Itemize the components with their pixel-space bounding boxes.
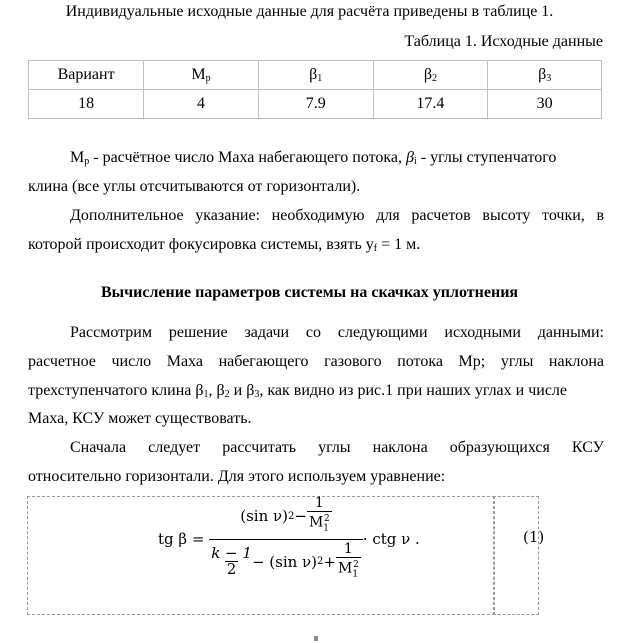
header-beta1: $\beta_1$ xyxy=(258,61,373,90)
cell-beta1: 7.9 xyxy=(258,90,373,119)
table-row xyxy=(29,90,602,119)
header-variant: Вариант xyxy=(29,61,144,90)
formula-lhs: tg β = xyxy=(158,530,205,548)
input-data-table xyxy=(28,60,602,119)
cell-beta3: 30 xyxy=(488,90,602,119)
table-caption: Таблица 1. Исходные данные xyxy=(404,33,603,50)
formula-number: (1) xyxy=(523,528,545,546)
paragraph-additional-note-line2: которой происходит фокусировка системы, взять $y_f = 1$ м. xyxy=(28,236,421,254)
page-number-fragment xyxy=(314,636,318,641)
formula-number-cell xyxy=(493,496,539,615)
cell-variant: 18 xyxy=(29,90,144,119)
paragraph-problem: Рассмотрим решение задачи со следующими исходными данными: xyxy=(70,324,604,341)
cell-beta2: 17.4 xyxy=(373,90,488,119)
header-beta2: $\beta_2$ xyxy=(373,61,488,90)
paragraph-mach-definition-line2: клина (все углы отсчитываются от горизонтали). xyxy=(28,178,361,195)
paragraph-problem-line3: трехступенчатого клина $\beta_1$, $\beta_2$ и $\beta_3$, как видно из рис.1 при наших углах и числе xyxy=(28,382,568,400)
formula-main-fraction: (sin ν) 2 − $\frac{1}{M_1^2}$ $\frac{k - 1}{2}$ − (sin ν) 2 + $\frac{1}{M_1^2}$ xyxy=(209,496,363,582)
formula-tail: · ctg ν . xyxy=(362,530,420,548)
header-beta3: $\beta_3$ xyxy=(488,61,602,90)
intro-text: Индивидуальные исходные данные для расчёта приведены в таблице 1. xyxy=(65,3,554,20)
table-header-row xyxy=(29,61,602,90)
paragraph-additional-note: Дополнительное указание: необходимую для расчетов высоту точки, в xyxy=(70,207,604,224)
paragraph-problem-line4: Маха, КСУ может существовать. xyxy=(28,410,252,427)
paragraph-method-line2: относительно горизонтали. Для этого используем уравнение: xyxy=(28,468,446,485)
paragraph-method: Сначала следует рассчитать углы наклона образующихся КСУ xyxy=(70,439,604,456)
paragraph-problem-line2: расчетное число Маха набегающего газового потока Мр; углы наклона xyxy=(28,353,604,370)
section-heading: Вычисление параметров системы на скачках уплотнения xyxy=(100,284,519,301)
paragraph-mach-definition: $M_р$ - расчётное число Маха набегающего потока, $\beta_i$ - углы ступенчатого xyxy=(70,149,557,167)
header-mach: $M_р$ xyxy=(144,61,259,90)
formula-equation xyxy=(158,495,420,579)
cell-mach: 4 xyxy=(144,90,259,119)
